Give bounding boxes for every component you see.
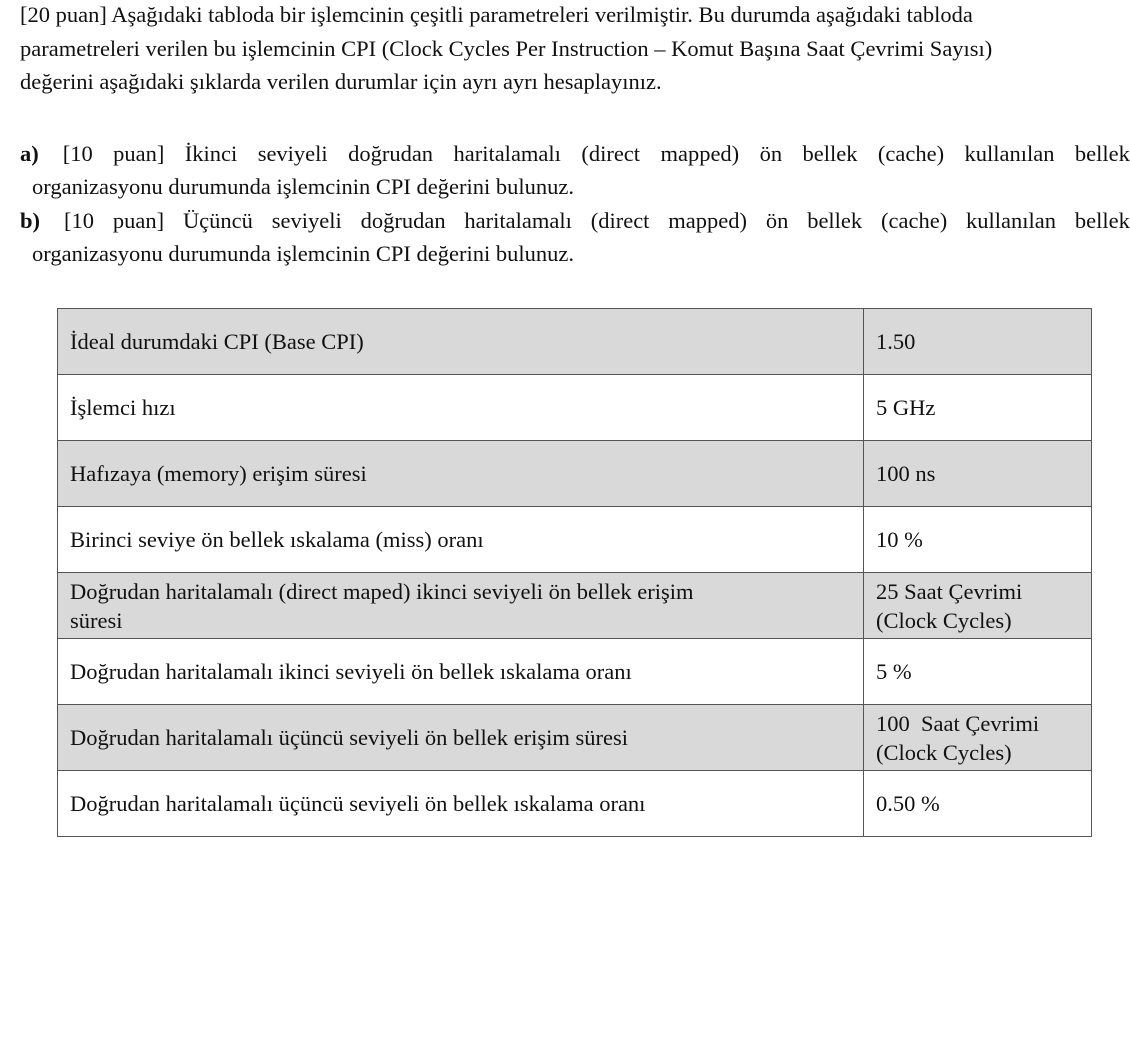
param-cell xyxy=(58,573,864,639)
sub-question-b-word: (direct xyxy=(590,207,650,233)
sub-question-a-line-2: organizasyonu durumunda işlemcinin CPI değerini bulunuz. xyxy=(32,174,574,199)
sub-question-b xyxy=(20,204,1130,271)
value-cell xyxy=(864,705,1092,771)
value-cell: 1.50 xyxy=(864,309,1092,375)
value-cell-line-1: 25 Saat Çevrimi xyxy=(876,578,1023,604)
sub-question-b-word: doğrudan xyxy=(360,207,446,233)
table-row xyxy=(58,507,1092,573)
sub-question-b-word: (cache) xyxy=(881,207,948,233)
sub-question-a-word: (direct xyxy=(581,140,641,166)
param-cell: Doğrudan haritalamalı üçüncü seviyeli ön bellek ıskalama oranı xyxy=(58,771,864,837)
value-cell-line-1: 100 Saat Çevrimi xyxy=(876,710,1040,736)
sub-question-b-line-1 xyxy=(20,204,1130,238)
value-cell: 5 GHz xyxy=(864,375,1092,441)
value-cell-line-2: (Clock Cycles) xyxy=(876,739,1012,765)
sub-question-b-word: Üçüncü xyxy=(182,207,253,233)
value-cell: 100 ns xyxy=(864,441,1092,507)
sub-question-a-word: ön xyxy=(759,140,783,166)
question-intro xyxy=(20,0,1130,99)
sub-question-a-line-1 xyxy=(20,137,1130,171)
param-cell: İşlemci hızı xyxy=(58,375,864,441)
intro-line-2: parametreleri verilen bu işlemcinin CPI (Clock Cycles Per Instruction – Komut Başına Saat Çevrimi Sayısı) xyxy=(20,35,993,61)
value-cell-line-2: (Clock Cycles) xyxy=(876,607,1012,633)
table-row xyxy=(58,573,1092,639)
table-row xyxy=(58,705,1092,771)
sub-question-b-head xyxy=(20,204,94,238)
sub-question-b-word: kullanılan xyxy=(966,207,1057,233)
param-cell-line-2: süresi xyxy=(70,607,123,633)
value-cell: 5 % xyxy=(864,639,1092,705)
sub-question-a-head xyxy=(20,137,93,171)
sub-question-a-letter: a) xyxy=(20,140,39,166)
param-cell: Doğrudan haritalamalı üçüncü seviyeli ön bellek erişim süresi xyxy=(58,705,864,771)
param-cell: İdeal durumdaki CPI (Base CPI) xyxy=(58,309,864,375)
sub-question-a-word: seviyeli xyxy=(257,140,328,166)
param-cell-line-1: Doğrudan haritalamalı (direct maped) ikinci seviyeli ön bellek erişim xyxy=(70,578,694,604)
intro-line-1: [20 puan] Aşağıdaki tabloda bir işlemcinin çeşitli parametreleri verilmiştir. Bu durumda aşağıdaki tabloda xyxy=(20,2,973,27)
value-cell xyxy=(864,573,1092,639)
sub-question-a-word: doğrudan xyxy=(348,140,434,166)
sub-question-a-word: [10 xyxy=(62,140,93,166)
sub-question-a-word: haritalamalı xyxy=(453,140,561,166)
sub-question-a-word: İkinci xyxy=(184,140,238,166)
sub-question-b-word: mapped) xyxy=(668,207,747,233)
sub-question-b-line-2: organizasyonu durumunda işlemcinin CPI değerini bulunuz. xyxy=(32,241,574,266)
sub-question-a-word: puan] xyxy=(113,140,165,166)
param-cell: Doğrudan haritalamalı ikinci seviyeli ön bellek ıskalama oranı xyxy=(58,639,864,705)
sub-question-b-word: bellek xyxy=(1074,207,1130,233)
sub-question-b-word: bellek xyxy=(807,207,863,233)
document-page xyxy=(20,0,1130,271)
intro-line-3: değerini aşağıdaki şıklarda verilen durumlar için ayrı ayrı hesaplayınız. xyxy=(20,69,662,94)
table-row xyxy=(58,375,1092,441)
parameters-table xyxy=(57,308,1092,837)
param-cell: Hafızaya (memory) erişim süresi xyxy=(58,441,864,507)
sub-question-a-word: mapped) xyxy=(660,140,740,166)
sub-question-a-word: bellek xyxy=(1074,140,1130,166)
sub-question-a xyxy=(20,137,1130,204)
table-row xyxy=(58,771,1092,837)
sub-question-b-word: haritalamalı xyxy=(464,207,572,233)
value-cell: 10 % xyxy=(864,507,1092,573)
sub-questions xyxy=(20,137,1130,271)
param-cell: Birinci seviye ön bellek ıskalama (miss) oranı xyxy=(58,507,864,573)
sub-question-b-word: ön xyxy=(765,207,789,233)
sub-question-b-word: seviyeli xyxy=(271,207,342,233)
table-row xyxy=(58,639,1092,705)
table-row xyxy=(58,309,1092,375)
table-row xyxy=(58,441,1092,507)
sub-question-b-word: puan] xyxy=(112,207,165,233)
value-cell: 0.50 % xyxy=(864,771,1092,837)
sub-question-a-word: kullanılan xyxy=(964,140,1055,166)
sub-question-a-word: (cache) xyxy=(877,140,945,166)
sub-question-a-word: bellek xyxy=(802,140,858,166)
sub-question-b-word: [10 xyxy=(64,207,95,233)
sub-question-b-letter: b) xyxy=(20,207,41,233)
